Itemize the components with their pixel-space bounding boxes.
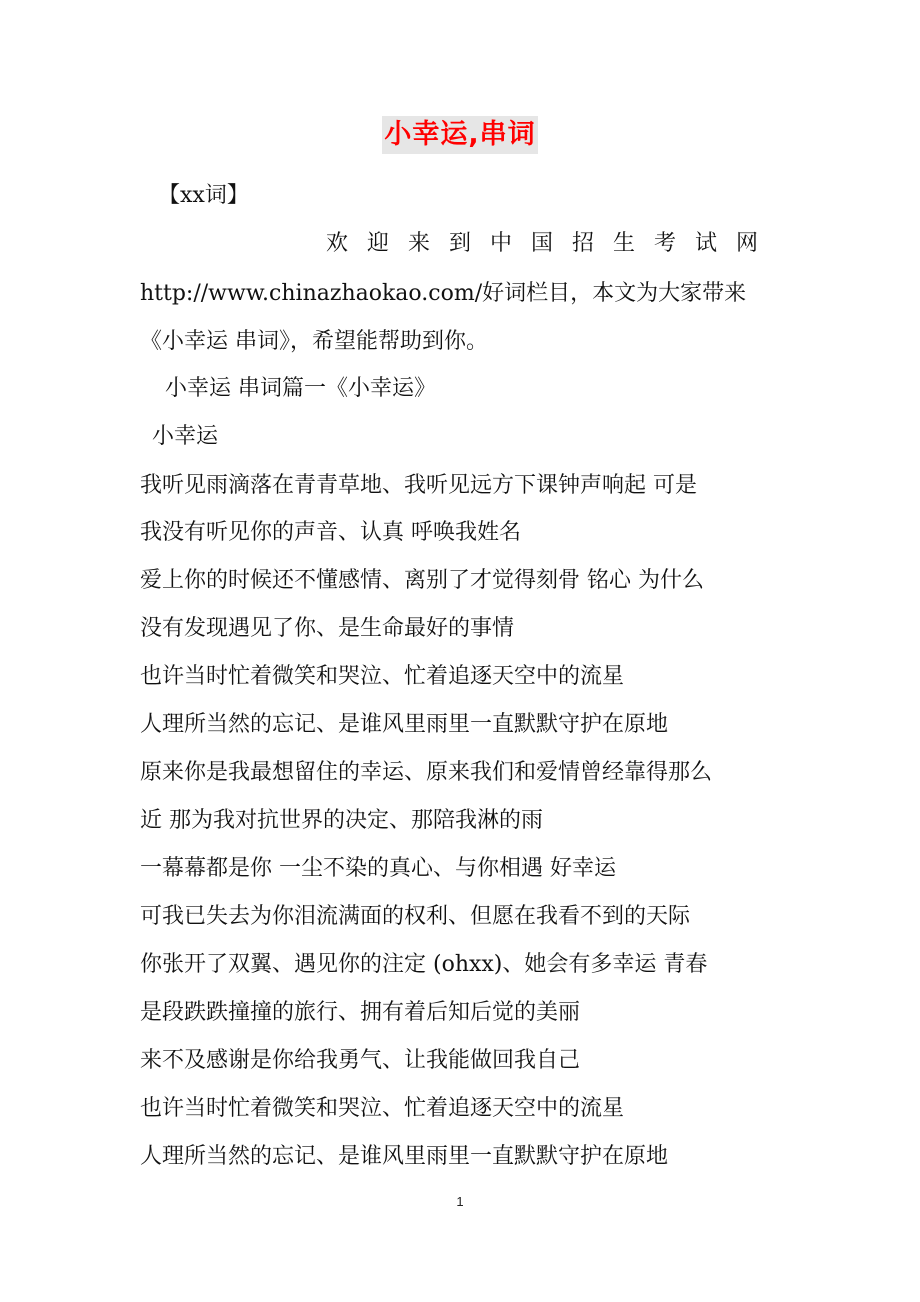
lyric-line: 我听见雨滴落在青青草地、我听见远方下课钟声响起 可是 [140,473,697,498]
lyric-line: 你张开了双翼、遇见你的注定 (ohxx)、她会有多幸运 青春 [140,952,708,977]
lyric-line: 可我已失去为你泪流满面的权利、但愿在我看不到的天际 [140,904,691,929]
lyric-line: 爱上你的时候还不懂感情、离别了才觉得刻骨 铭心 为什么 [140,568,704,593]
intro-line-2: http://www.chinazhaokao.com/好词栏目，本文为大家带来 [140,281,747,306]
lyric-line: 是段跌跌撞撞的旅行、拥有着后知后觉的美丽 [140,1000,581,1025]
intro-line-3: 《小幸运 串词》，希望能帮助到你。 [140,329,488,354]
intro-line-1: 欢迎来到中国招生考试网 [326,231,778,256]
page-number: 1 [456,1194,464,1209]
lyric-line: 我没有听见你的声音、认真 呼唤我姓名 [140,520,521,545]
lyric-line: 人理所当然的忘记、是谁风里雨里一直默默守护在原地 [140,712,669,737]
lyric-line: 人理所当然的忘记、是谁风里雨里一直默默守护在原地 [140,1144,669,1169]
lyric-line: 一幕幕都是你 一尘不染的真心、与你相遇 好幸运 [140,856,616,881]
section-heading: 小幸运 串词篇一《小幸运》 [165,376,436,401]
lyric-line: 原来你是我最想留住的幸运、原来我们和爱情曾经靠得那么 [140,760,713,785]
lyric-line: 近 那为我对抗世界的决定、那陪我淋的雨 [140,808,543,833]
song-title: 小幸运 [152,424,219,449]
lyric-line: 也许当时忙着微笑和哭泣、忙着追逐天空中的流星 [140,664,625,689]
page-title [0,116,920,154]
lyric-line: 来不及感谢是你给我勇气、让我能做回我自己 [140,1048,581,1073]
lyric-line: 没有发现遇见了你、是生命最好的事情 [140,616,515,641]
category-tag: 【xx词】 [158,183,249,208]
lyric-line: 也许当时忙着微笑和哭泣、忙着追逐天空中的流星 [140,1096,625,1121]
page-title-text: 小幸运,串词 [382,116,537,154]
